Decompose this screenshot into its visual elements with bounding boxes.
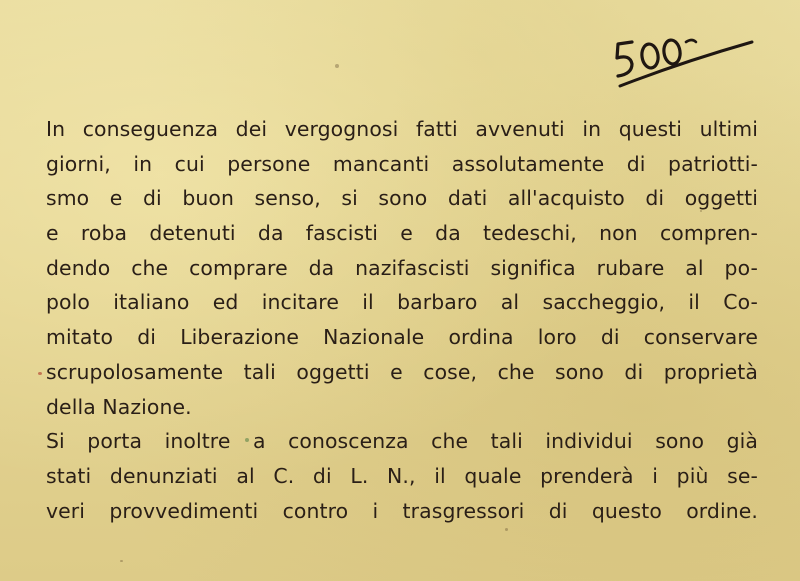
notice-body-text [46, 112, 758, 528]
text-line: smo e di buon senso, si sono dati all'acquisto di oggetti [46, 186, 758, 211]
text-line: In conseguenza dei vergognosi fatti avvenuti in questi ultimi [46, 117, 758, 141]
text-line: dendo che comprare da nazifascisti significa rubare al po- [46, 255, 758, 280]
paper-speck [38, 372, 42, 375]
handwritten-number [612, 28, 762, 88]
text-line: veri provvedimenti contro i trasgressori di questo ordine. [46, 498, 758, 523]
text-line: e roba detenuti da fascisti e da tedeschi, non compren- [46, 221, 758, 246]
text-line: polo italiano ed incitare il barbaro al saccheggio, il Co- [46, 290, 758, 315]
text-line: stati denunziati al C. di L. N., il quale prenderà i più se- [46, 463, 758, 488]
text-line: della Nazione. [46, 394, 192, 419]
paper-speck [120, 560, 123, 562]
text-line: scrupolosamente tali oggetti e cose, che sono di proprietà [46, 359, 758, 384]
text-line: mitato di Liberazione Nazionale ordina loro di conservare [46, 325, 758, 350]
paper-speck [505, 528, 508, 531]
paper-speck [335, 64, 339, 68]
text-line: Si porta inoltre a conoscenza che tali individui sono già [46, 429, 758, 454]
text-line: giorni, in cui persone mancanti assolutamente di patriotti- [46, 151, 758, 176]
handwritten-number-drawing [612, 28, 762, 88]
